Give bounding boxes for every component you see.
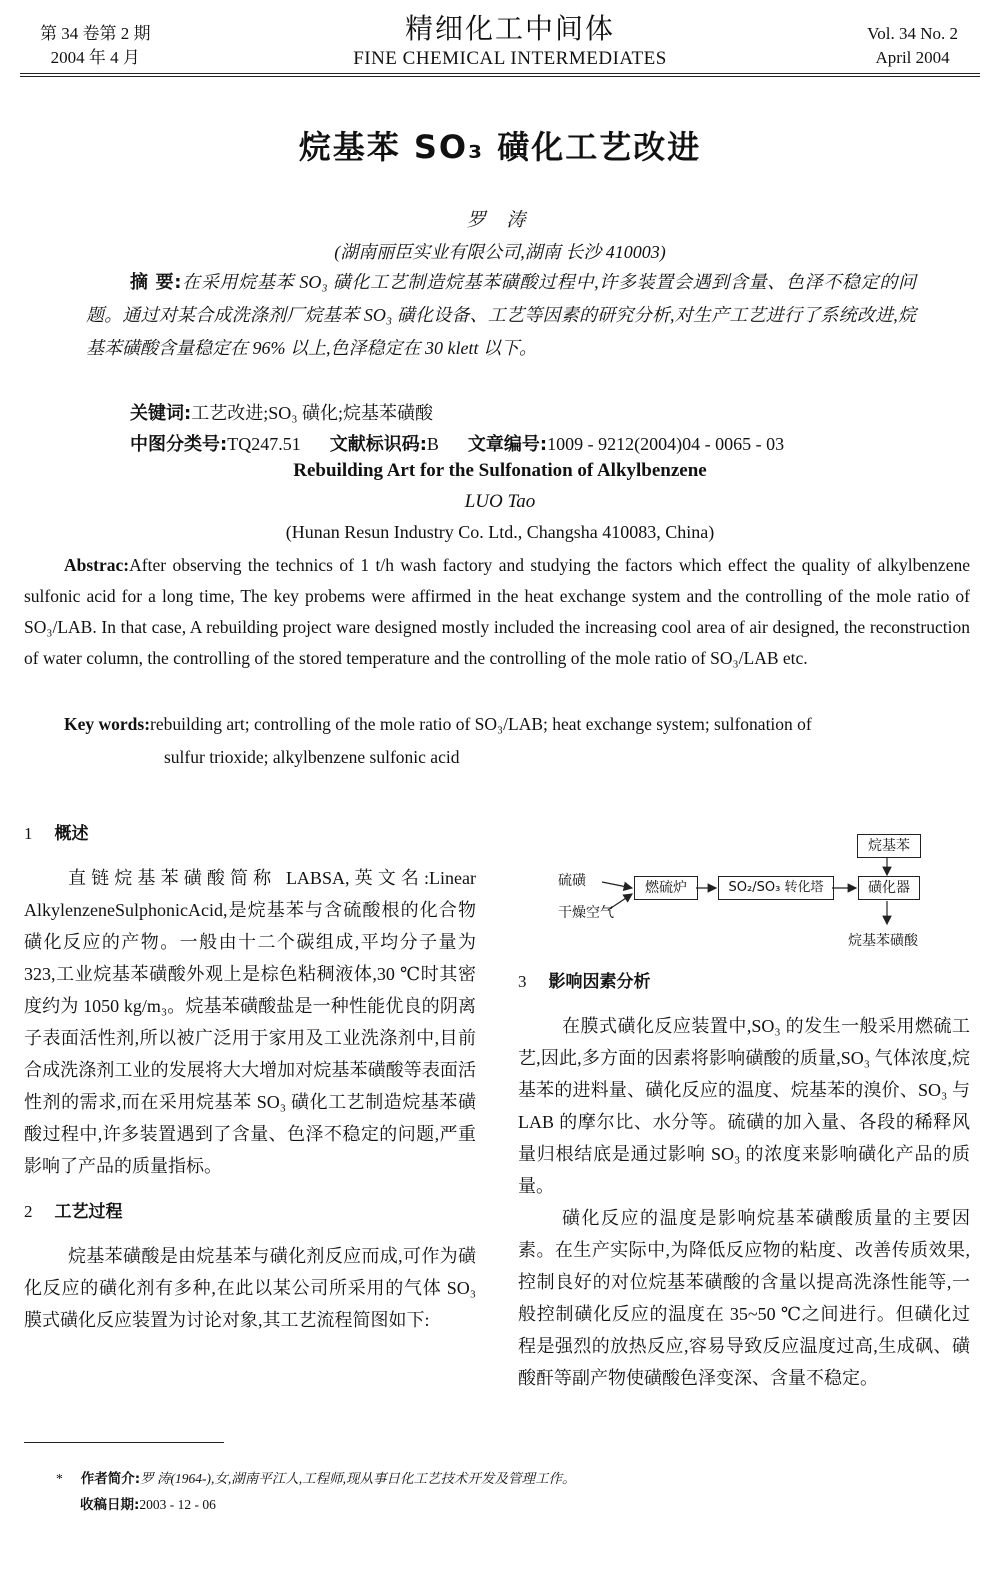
footnote-rule — [24, 1442, 224, 1443]
doc-code-value: B — [426, 434, 439, 454]
doc-code-label: 文献标识码: — [329, 434, 427, 455]
received-date-label: 收稿日期: — [80, 1497, 140, 1513]
received-date — [56, 1492, 576, 1518]
section-2-number: 2 — [24, 1202, 33, 1221]
paper-title-en: Rebuilding Art for the Sulfonation of Alkylbenzene — [293, 460, 707, 481]
journal-name-en: FINE CHEMICAL INTERMEDIATES — [353, 48, 667, 69]
section-3-number: 3 — [518, 972, 527, 991]
section-3-heading — [518, 966, 970, 998]
abstract-cn — [86, 266, 916, 365]
section-1-number: 1 — [24, 824, 33, 843]
volume-cn: 第 34 卷第 2 期 — [40, 24, 151, 43]
keywords-cn — [130, 398, 784, 429]
affiliation-cn: (湖南丽臣实业有限公司,湖南 长沙 410003) — [334, 242, 666, 262]
box-alkylbenzene: 烷基苯 — [857, 834, 921, 858]
volume-issue-en — [867, 22, 958, 70]
section-2-heading — [24, 1196, 476, 1228]
process-flow-diagram — [520, 830, 970, 960]
abstract-en-label: Abstrac: — [64, 555, 130, 575]
author-bio-label: 作者简介: — [80, 1471, 141, 1487]
keywords-en-line1: rebuilding art; controlling of the mole ratio of SO₃/LAB; heat exchange system; sulfonation of — [150, 714, 812, 734]
classification-block — [130, 398, 784, 460]
abstract-en — [24, 550, 970, 674]
header-rule-1 — [20, 73, 980, 74]
classification-line — [130, 429, 784, 460]
journal-name — [300, 12, 720, 70]
abstract-en-text: After observing the technics of 1 t/h wash factory and studying the factors which effect the quality of alkylbenzene sulfonic acid for a long time, The key probems were affirmed in the heat exchange system and the controlling of the mole ratio of SO₃/LAB. In that case, A rebuilding project ware designed mostly included the increasing cool area of air designed, the reconstruction of water column, the controlling of the stored temperature and the controlling of the mole ratio of SO₃/LAB etc. — [24, 555, 970, 668]
section-3-paragraph-1: 在膜式磺化反应装置中,SO₃ 的发生一般采用燃硫工艺,因此,多方面的因素将影响磺酸的质量,SO₃ 气体浓度,烷基苯的进料量、磺化反应的温度、烷基苯的溴价、SO₃ 与 LAB 的摩尔比、水分等。硫磺的加入量、各段的稀释风量归根结底是通过影响 SO₃ 的浓度来影响磺化产品的质量。 — [518, 1016, 970, 1196]
article-no-value: 1009 - 9212(2004)04 - 0065 - 03 — [547, 434, 785, 454]
section-3-paragraph-2: 磺化反应的温度是影响烷基苯磺酸质量的主要因素。在生产实际中,为降低反应物的粘度、改善传质效果,控制良好的对位烷基苯磺酸的含量以提高洗涤性能等,一般控制磺化反应的温度在 35~50 ℃之间进行。但磺化过程是强烈的放热反应,容易导致反应温度过高,生成砜、磺酸酐等副产物使磺酸色泽变深、含量不稳定。 — [518, 1208, 970, 1388]
keywords-en-label: Key words: — [64, 714, 151, 734]
paper-title-cn: 烷基苯 SO₃ 磺化工艺改进 — [298, 128, 702, 166]
author-bio — [56, 1466, 576, 1492]
clc-value: TQ247.51 — [227, 434, 301, 454]
abstract-cn-text: 在采用烷基苯 SO₃ 磺化工艺制造烷基苯磺酸过程中,许多装置会遇到含量、色泽不稳定的问题。通过对某合成洗涤剂厂烷基苯 SO₃ 磺化设备、工艺等因素的研究分析,对生产工艺进行了系统改进,烷基苯磺酸含量稳定在 96% 以上,色泽稳定在 30 klett 以下。 — [86, 272, 916, 358]
keywords-cn-label: 关键词: — [130, 403, 192, 424]
abstract-cn-label: 摘 要: — [130, 272, 182, 293]
left-column — [24, 818, 476, 1336]
author-bio-text: 罗 涛(1964-),女,湖南平江人,工程师,现从事日化工艺技术开发及管理工作。 — [140, 1471, 576, 1486]
section-1-title: 概述 — [54, 824, 89, 844]
date-en: April 2004 — [875, 48, 950, 67]
volume-en: Vol. 34 No. 2 — [867, 24, 958, 43]
footnote-star: * — [56, 1471, 63, 1486]
box-converter: SO₂/SO₃ 转化塔 — [718, 876, 834, 900]
output-alkylbenzene-sulfonic-acid: 烷基苯磺酸 — [848, 933, 918, 949]
input-sulfur: 硫磺 — [558, 873, 586, 889]
header-rule-2 — [20, 76, 980, 77]
right-column — [518, 966, 970, 1394]
section-2-paragraph: 烷基苯磺酸是由烷基苯与磺化剂反应而成,可作为磺化反应的磺化剂有多种,在此以某公司所采用的气体 SO₃ 膜式磺化反应装置为讨论对象,其工艺流程简图如下: — [24, 1246, 476, 1330]
article-no-label: 文章编号: — [467, 434, 548, 455]
received-date-value: 2003 - 12 - 06 — [139, 1497, 216, 1512]
affiliation-en: (Hunan Resun Industry Co. Ltd., Changsha 410083, China) — [285, 522, 715, 542]
input-dry-air: 干燥空气 — [558, 905, 614, 921]
keywords-en — [64, 708, 970, 774]
section-2-title: 工艺过程 — [54, 1202, 123, 1222]
journal-name-cn: 精细化工中间体 — [404, 14, 615, 45]
footnote — [56, 1466, 576, 1518]
author-en: LUO Tao — [464, 491, 536, 512]
box-sulfonator: 磺化器 — [858, 876, 920, 900]
clc-label: 中图分类号: — [130, 434, 228, 455]
keywords-en-line2: sulfur trioxide; alkylbenzene sulfonic acid — [164, 747, 460, 767]
keywords-cn-text: 工艺改进;SO₃ 磺化;烷基苯磺酸 — [191, 403, 433, 423]
box-sulfur-burner: 燃硫炉 — [634, 876, 698, 900]
section-3-title: 影响因素分析 — [548, 972, 651, 992]
section-1-heading — [24, 818, 476, 850]
section-1-paragraph: 直链烷基苯磺酸简称 LABSA,英文名:Linear AlkylenzeneSulphonicAcid,是烷基苯与含硫酸根的化合物磺化反应的产物。一般由十二个碳组成,平均分子量为 323,工业烷基苯磺酸外观上是棕色粘稠液体,30 ℃时其密度约为 1050 kg/m₃。烷基苯磺酸盐是一种性能优良的阴离子表面活性剂,所以被广泛用于家用及工业洗涤剂中,目前合成洗涤剂工业的发展将大大增加对烷基苯磺酸等表面活性剂的需求,而在采用烷基苯 SO₃ 磺化工艺制造烷基苯磺酸过程中,许多装置遇到了含量、色泽不稳定的问题,严重影响了产品的质量指标。 — [24, 868, 476, 1176]
date-cn: 2004 年 4 月 — [50, 48, 140, 67]
author-cn: 罗 涛 — [466, 210, 534, 231]
volume-issue-cn — [40, 22, 151, 70]
